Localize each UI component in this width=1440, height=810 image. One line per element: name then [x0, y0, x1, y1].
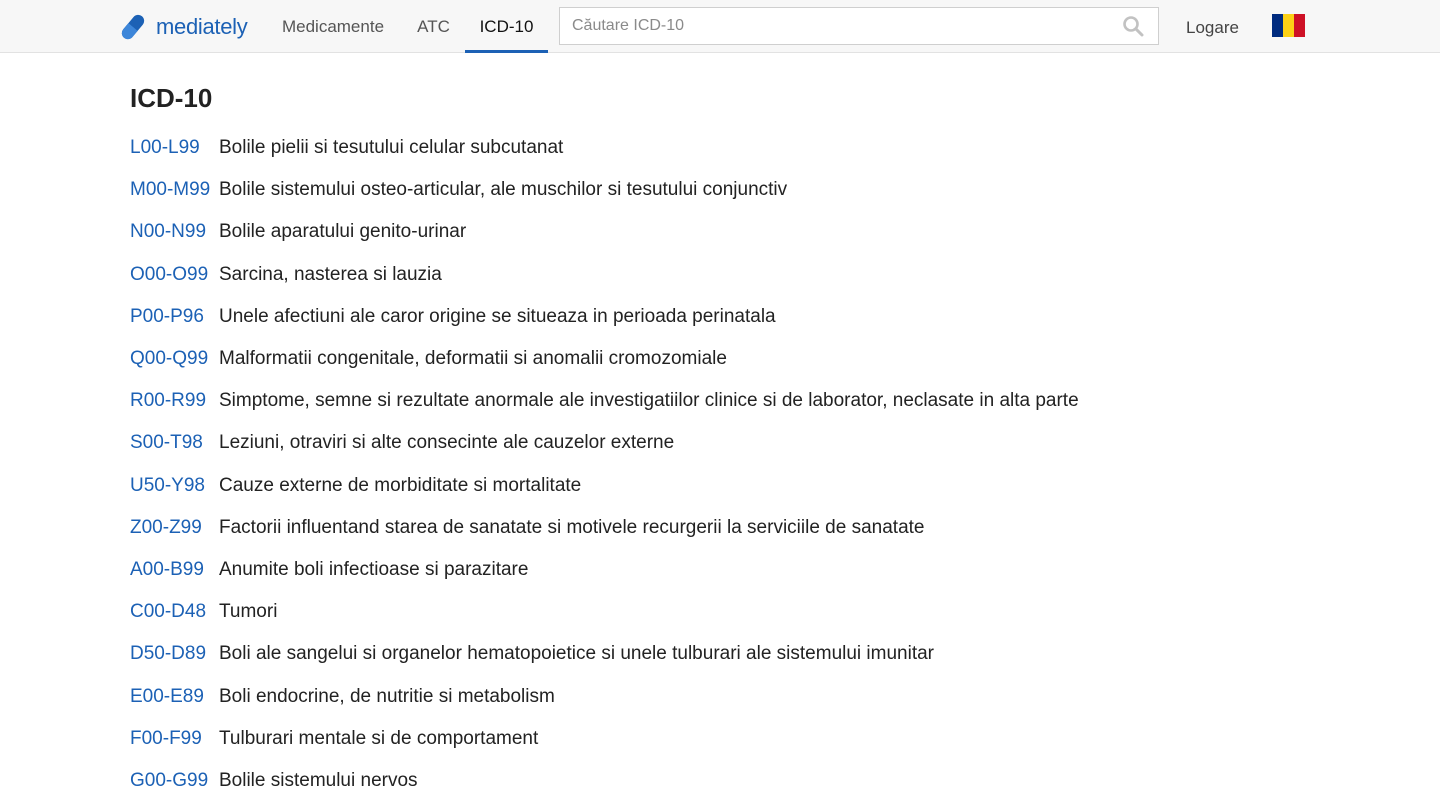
list-item [130, 633, 1079, 675]
chapter-code-link[interactable]: P00-P96 [130, 305, 204, 327]
login-link[interactable]: Logare [1186, 17, 1239, 37]
list-item [130, 380, 1079, 422]
chapter-description: Factorii influentand starea de sanatate si motivele recurgerii la serviciile de sanatate [219, 516, 925, 538]
chapter-description: Boli endocrine, de nutritie si metabolism [219, 685, 555, 707]
chapter-code-link[interactable]: M00-M99 [130, 179, 211, 201]
list-item [130, 549, 1079, 591]
mediately-logo[interactable] [118, 12, 247, 42]
list-item [130, 591, 1079, 633]
list-item [130, 675, 1079, 717]
list-item [130, 422, 1079, 464]
chapter-description: Unele afectiuni ale caror origine se situeaza in perioada perinatala [219, 305, 776, 327]
chapter-code-link[interactable]: F00-F99 [130, 727, 202, 749]
pill-logo-icon [118, 12, 148, 42]
chapter-description: Bolile sistemului osteo-articular, ale muschilor si tesutului conjunctiv [219, 179, 788, 201]
top-navigation-bar [0, 0, 1440, 53]
search-box [559, 7, 1159, 45]
chapter-code-link[interactable]: L00-L99 [130, 137, 200, 159]
chapter-description: Boli ale sangelui si organelor hematopoietice si unele tulburari ale sistemului imunitar [219, 643, 934, 665]
chapter-code-link[interactable]: S00-T98 [130, 432, 203, 454]
chapter-code-link[interactable]: O00-O99 [130, 263, 209, 285]
chapter-code-link[interactable]: U50-Y98 [130, 474, 205, 496]
icd10-chapter-list [130, 127, 1079, 802]
chapter-code-link[interactable]: C00-D48 [130, 601, 207, 623]
list-item [130, 760, 1079, 802]
flag-stripe-red [1294, 14, 1305, 37]
chapter-code-link[interactable]: E00-E89 [130, 685, 204, 707]
nav-icd10[interactable]: ICD-10 [465, 0, 548, 53]
search-input[interactable] [560, 8, 1110, 44]
chapter-code-link[interactable]: Z00-Z99 [130, 516, 202, 538]
chapter-description: Leziuni, otraviri si alte consecinte ale cauzelor externe [219, 432, 675, 454]
list-item [130, 718, 1079, 760]
chapter-description: Tumori [219, 601, 278, 623]
logo-text: mediately [156, 14, 248, 39]
list-item [130, 127, 1079, 169]
list-item [130, 465, 1079, 507]
nav-atc[interactable]: ATC [417, 16, 450, 36]
chapter-description: Tulburari mentale si de comportament [219, 727, 539, 749]
list-item [130, 211, 1079, 253]
chapter-code-link[interactable]: A00-B99 [130, 558, 204, 580]
list-item [130, 254, 1079, 296]
search-icon[interactable] [1122, 15, 1144, 37]
chapter-code-link[interactable]: R00-R99 [130, 390, 207, 412]
flag-stripe-blue [1272, 14, 1283, 37]
chapter-description: Bolile sistemului nervos [219, 769, 418, 791]
chapter-description: Sarcina, nasterea si lauzia [219, 263, 442, 285]
chapter-code-link[interactable]: N00-N99 [130, 221, 207, 243]
chapter-description: Simptome, semne si rezultate anormale ale investigatiilor clinice si de laborator, neclasate in alta parte [219, 390, 1079, 412]
chapter-code-link[interactable]: G00-G99 [130, 769, 209, 791]
chapter-description: Bolile aparatului genito-urinar [219, 221, 467, 243]
list-item [130, 338, 1079, 380]
list-item [130, 507, 1079, 549]
chapter-description: Cauze externe de morbiditate si mortalitate [219, 474, 582, 496]
chapter-description: Malformatii congenitale, deformatii si anomalii cromozomiale [219, 348, 727, 370]
list-item [130, 296, 1079, 338]
chapter-description: Anumite boli infectioase si parazitare [219, 558, 529, 580]
flag-stripe-yellow [1283, 14, 1294, 37]
chapter-code-link[interactable]: Q00-Q99 [130, 348, 209, 370]
list-item [130, 169, 1079, 211]
nav-medicamente[interactable]: Medicamente [281, 16, 385, 36]
page-title: ICD-10 [130, 83, 213, 113]
chapter-code-link[interactable]: D50-D89 [130, 643, 207, 665]
romania-flag-icon[interactable] [1272, 14, 1305, 37]
chapter-description: Bolile pielii si tesutului celular subcutanat [219, 137, 564, 159]
